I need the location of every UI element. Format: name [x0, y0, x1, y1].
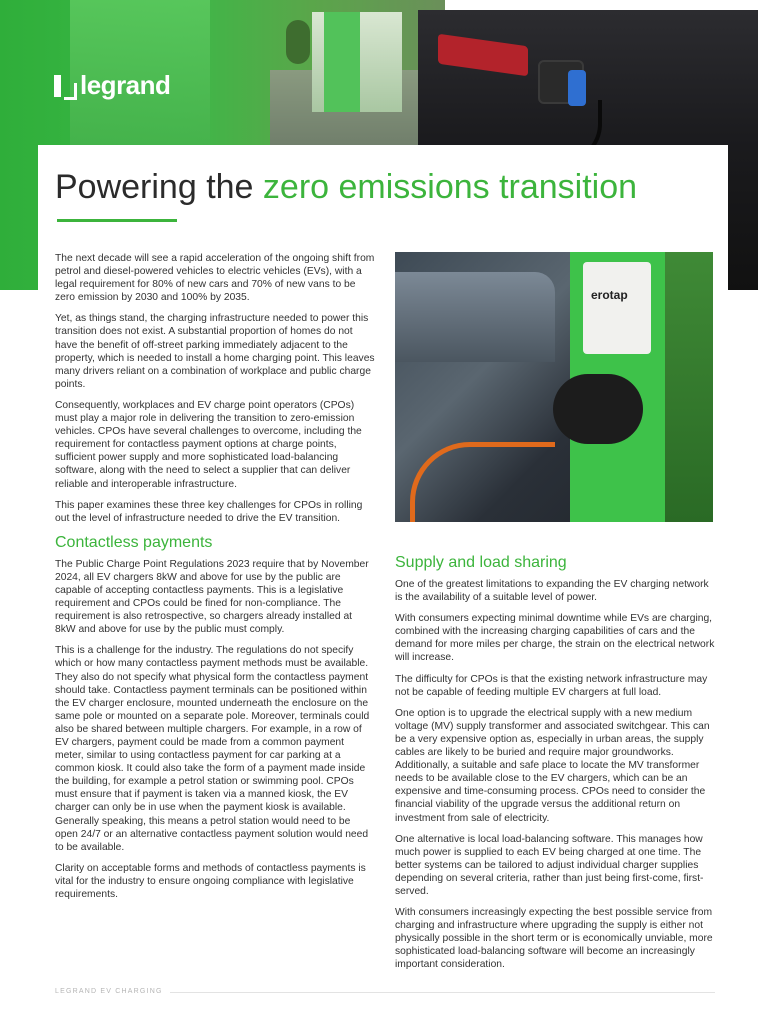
supply-paragraph: The difficulty for CPOs is that the existing network infrastructure may not be capable of feeding multiple EV chargers at full load. [395, 673, 708, 698]
title-underline [57, 219, 177, 222]
photo-car-window [395, 272, 555, 362]
intro-paragraph: Consequently, workplaces and EV charge point operators (CPOs) must play a major role in delivering the transition to zero-emission vehicles. CPOs have several challenges to overcome, including the requirement for contactless payment options at charge points, sufficient power supply and more sophisticated load-balancing software, along with the need to select a supplier that can deliver reliable and interoperable infrastructure. [55, 399, 362, 490]
photo-charger-screen [583, 262, 651, 354]
legrand-logo-text: legrand [80, 70, 171, 100]
contactless-paragraph: The Public Charge Point Regulations 2023 require that by November 2024, all EV chargers 8kW and above for use by the public are capable of accepting contactless payments. This is a legislative requirement and CPOs could be fined for non-compliance. The requirement is also retrospective, so chargers already installed at 8kW and above for use by the public must comply. [55, 558, 369, 636]
supply-paragraph: One of the greatest limitations to expanding the EV charging network is the availability of a suitable level of power. [395, 579, 709, 604]
left-column [55, 252, 375, 909]
ev-charger-photo [395, 252, 713, 522]
legrand-logo [54, 70, 170, 101]
photo-charging-cable [410, 442, 555, 522]
supply-paragraph: One option is to upgrade the electrical supply with a new medium voltage (MV) supply transformer and associated switchgear. This can be a very expensive option as, especially in urban areas, the supply cables are likely to be buried and require major groundworks. Additionally, a suitable and safe place to locate the MV transformer needs to be available close to the EV chargers, which can be an expensive and time-consuming process. CPOs need to consider the financial viability of the upgrade versus the additional return on investment from sale of electricity. [395, 707, 710, 824]
contactless-paragraph: Clarity on acceptable forms and methods of contactless payments is vital for the industry to ensure ongoing compliance with legislative requirements. [55, 862, 366, 901]
page-title-accent: zero emissions transition [262, 168, 638, 206]
footer-rule [170, 992, 715, 993]
intro-paragraph: Yet, as things stand, the charging infrastructure needed to power this transition does not exist. A substantial proportion of homes do not have the benefit of off-street parking immediately adjacent to the property, which is needed to install a home charging point. This leaves many drivers reliant on a combination of workplace and public charge points. [55, 313, 375, 390]
supply-paragraph: With consumers expecting minimal downtime while EVs are charging, combined with the increasing charging capabilities of cars and the demand for more miles per charge, the strain on the electrical network will increase. [395, 613, 715, 664]
hero-bush [286, 20, 310, 64]
supply-paragraph: With consumers increasingly expecting the best possible service from charging and infrastructure where upgrading the supply is either not physically possible in the short term or is economically unviable, more sophisticated load-balancing software will become an increasingly important consideration. [395, 907, 713, 971]
photo-charger-plug [553, 374, 643, 444]
photo-charger-brand: erotap [591, 288, 628, 302]
footer-label: LEGRAND EV CHARGING [55, 988, 163, 995]
page-title-prefix: Powering the [55, 168, 263, 206]
right-column [395, 545, 717, 980]
legrand-logo-icon [54, 75, 74, 97]
intro-paragraph: This paper examines these three key challenges for CPOs in rolling out the level of infrastructure needed to drive the EV transition. [55, 499, 363, 524]
section-heading-contactless: Contactless payments [55, 533, 213, 551]
car-tail-light [438, 34, 528, 77]
intro-paragraph: The next decade will see a rapid acceleration of the ongoing shift from petrol and diesel-powered vehicles to electric vehicles (EVs), with a legal requirement for 80% of new cars and 70% of new vans to be zero emission by 2030 and 100% by 2035. [55, 253, 375, 304]
hero-charger-post [312, 12, 402, 112]
section-heading-supply: Supply and load sharing [395, 554, 567, 571]
supply-paragraph: One alternative is local load-balancing software. This manages how much power is supplied to each EV being charged at one time. The better systems can be tailored to adjust individual charger supplies depending on several criteria, rather than just being first-come, first-served. [395, 833, 704, 897]
page-title [55, 168, 637, 207]
contactless-paragraph: This is a challenge for the industry. The regulations do not specify which or how many contactless payment methods must be available. They also do not specify what physical form the contactless payment should take. Contactless payment terminals can be positioned within the EV charger enclosure, mounted underneath the enclosure on the same pole or mounted on a separate pole. Moreover, terminals could also be shared between multiple chargers. For example, in a row of EV chargers, payment could be made from a common payment meter, similar to using contactless payment for car parking at a common kiosk. It could also take the form of a payment made inside the building, for example a petrol station or swimming pool. CPOs must ensure that if payment is taken via a manned kiosk, the EV charger can only be in use when the payment kiosk is available. Generally speaking, this means a petrol station would need to be open 24/7 or an alternative contactless payment solution would need to be available. [55, 645, 370, 853]
